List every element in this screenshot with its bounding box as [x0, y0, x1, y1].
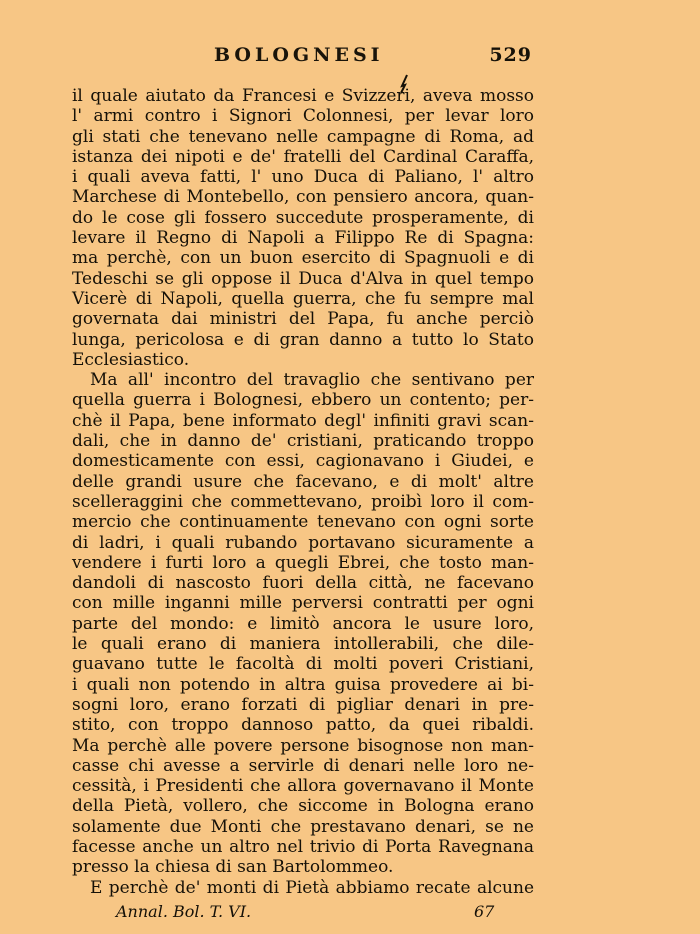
text-line: lunga, pericolosa e di gran danno a tutto lo Stato: [72, 329, 534, 350]
text-line: casse chi avesse a servirle di denari nelle loro ne-: [72, 755, 534, 776]
page-number: 529: [489, 44, 532, 66]
text-line: do le cose gli fossero succedute prosperamente, di: [72, 207, 534, 228]
text-line: della Pietà, vollero, che siccome in Bologna erano: [72, 796, 534, 817]
text-line: scelleraggini che commettevano, proibì loro il com-: [72, 491, 534, 512]
text-line: Vicerè di Napoli, quella guerra, che fu sempre mal: [72, 288, 534, 309]
text-line: Marchese di Montebello, con pensiero ancora, quan-: [72, 187, 534, 208]
running-title: BOLOGNESI: [214, 44, 384, 66]
text-line: delle grandi usure che facevano, e di molt' altre: [72, 471, 534, 492]
text-line: quella guerra i Bolognesi, ebbero un contento; per-: [72, 390, 534, 411]
text-line: dandoli di nascosto fuori della città, ne facevano: [72, 573, 534, 594]
text-line: domesticamente con essi, cagionavano i Giudei, e: [72, 451, 534, 472]
text-line: parte del mondo: e limitò ancora le usure loro,: [72, 613, 534, 634]
text-line: Tedeschi se gli oppose il Duca d'Alva in quel tempo: [72, 268, 534, 289]
text-line: di ladri, i quali rubando portavano sicuramente a: [72, 532, 534, 553]
text-line: l' armi contro i Signori Colonnesi, per levar loro: [72, 106, 534, 127]
paragraph-start-line: E perchè de' monti di Pietà abbiamo recate alcune: [90, 877, 534, 898]
text-line: gli stati che tenevano nelle campagne di Roma, ad: [72, 126, 534, 147]
text-line: vendere i furti loro a quegli Ebrei, che tosto man-: [72, 552, 534, 573]
signature-mark: Annal. Bol. T. VI.: [116, 902, 252, 921]
text-line: con mille inganni mille perversi contratti per ogni: [72, 593, 534, 614]
body-text: [72, 86, 534, 898]
running-head: [72, 44, 532, 72]
paragraph-start-line: Ma all' incontro del travaglio che sentivano per: [90, 370, 534, 391]
text-line: istanza dei nipoti e de' fratelli del Cardinal Caraffa,: [72, 146, 534, 167]
text-line: solamente due Monti che prestavano denari, se ne: [72, 816, 534, 837]
footer: [116, 902, 496, 926]
text-line: Ecclesiastico.: [72, 349, 190, 370]
text-line: presso la chiesa di san Bartolommeo.: [72, 857, 394, 878]
text-line: Ma perchè alle povere persone bisognose non man-: [72, 735, 534, 756]
text-line: le quali erano di maniera intollerabili, che dile-: [72, 634, 534, 655]
text-line: ma perchè, con un buon esercito di Spagnuoli e di: [72, 248, 534, 269]
text-line: chè il Papa, bene informato degl' infiniti gravi scan-: [72, 410, 534, 431]
text-line: facesse anche un altro nel trivio di Porta Ravegnana: [72, 836, 534, 857]
text-line: stito, con troppo dannoso patto, da quei ribaldi.: [72, 715, 534, 736]
folio-number: 67: [474, 902, 495, 921]
text-line: il quale aiutato da Francesi e Svizzeri, aveva mosso: [72, 86, 534, 106]
text-line: i quali aveva fatti, l' uno Duca di Paliano, l' altro: [72, 167, 534, 188]
text-line: cessità, i Presidenti che allora governavano il Monte: [72, 776, 534, 797]
text-line: governata dai ministri del Papa, fu anche perciò: [72, 309, 534, 330]
text-line: sogni loro, erano forzati di pigliar denari in pre-: [72, 694, 534, 715]
text-line: guavano tutte le facoltà di molti poveri Cristiani,: [72, 654, 534, 675]
text-line: mercio che continuamente tenevano con ogni sorte: [72, 512, 534, 533]
text-line: dali, che in danno de' cristiani, praticando troppo: [72, 431, 534, 452]
text-line: levare il Regno di Napoli a Filippo Re di Spagna:: [72, 228, 534, 249]
text-line: i quali non potendo in altra guisa provedere ai bi-: [72, 674, 534, 695]
